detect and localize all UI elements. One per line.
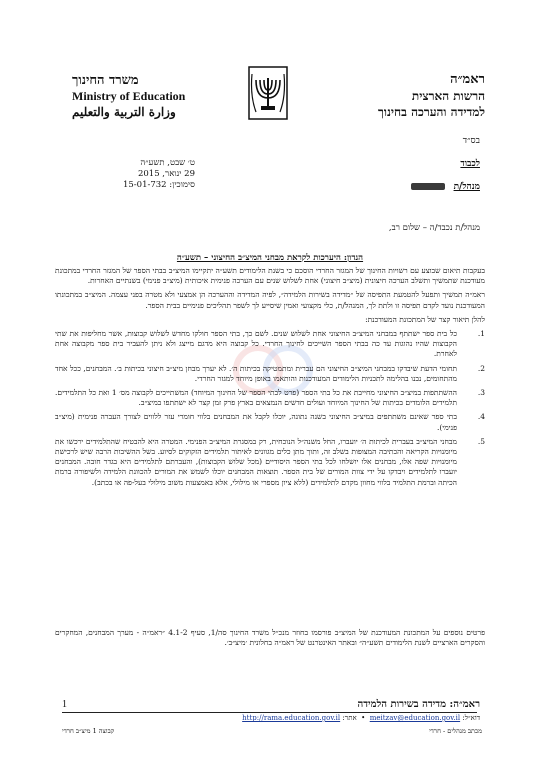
page-number: 1 bbox=[62, 699, 67, 710]
item-text: ההשתתפות במיצ״ב החיצוני מחייבת את כל בתי הספר (פרט לבתי הספר של החינוך המיוחד) המשתייכים לקבוצה מס׳ 1 ואת כל התלמידים. תלמידים הלומדים בכיתות של החינוך המיוחד ועולים חדשים הנמצאים בארץ פרק זמן קצר לא ישתתפו במיצ״ב. bbox=[55, 388, 457, 408]
item-text: בתי ספר שאינם משתתפים במיצ״ב החיצוני בשנה נתונה, יוכלו לקבל את המבחנים בלווי חומרי עזר ללווים לצורך העברה פנימית (מיצ״ב פנימי). bbox=[55, 412, 457, 432]
rama-header bbox=[315, 72, 485, 120]
to-label: לכבוד bbox=[460, 159, 480, 169]
footer-slogan: ראמ״ה: מדידה בשירות הלמידה bbox=[357, 699, 480, 710]
paragraph: ראמ״ה תמשיך ותפעל להטמעת התפיסה של ״מדידה בשירות הלמידה״, לפיה המדידה וההערכה הן אמצעי ולא מטרה בפני עצמה. המיצ״ב במתכונתו המעודכנת נועד לקדם תפיסה זו ולתת לך, המנהל/ת, כלי מקצועי ואמין שיסייע לך לשפר תהליכים פנימיים בבית הספר. bbox=[55, 290, 485, 310]
letter-body bbox=[55, 266, 485, 492]
email-link[interactable]: meitzav@education.gov.il bbox=[369, 714, 461, 722]
date-block bbox=[75, 158, 195, 191]
email-label: דוא״ל: bbox=[462, 714, 480, 722]
paragraph: להלן תיאור קצר של המתכונת המעודכנת: bbox=[365, 314, 485, 324]
ministry-name-hebrew: משרד החינוך bbox=[72, 73, 139, 88]
item-number: 2. bbox=[477, 363, 485, 373]
org-line-1: הרשות הארצית bbox=[411, 89, 485, 103]
closing-paragraph: פרטים נוספים על המתכונת המעודכנת של המיצ״ב פורסמו בחוזר מנכ״ל משרד החינוך סה/1, סעיף 4.1-2 ״ראמ״ה - מערך המבחנים, המחקרים והסקרים הארציים לשנת הלימודים תשע״ה״ ובאתר האינטרנט של ראמ״ה בחלונית ׳מיצ״ב׳. bbox=[55, 628, 485, 648]
item-number: 3. bbox=[477, 388, 485, 398]
footer-contact: דוא״ל: meitzav@education.gov.il • אתר: http://rama.education.gov.il bbox=[242, 714, 480, 722]
ministry-name-arabic: وزارة التربية والتعليم bbox=[72, 105, 176, 119]
menorah-emblem-icon bbox=[248, 66, 288, 120]
site-label: אתר: bbox=[342, 714, 357, 722]
item-number: 5. bbox=[477, 436, 485, 446]
date-gregorian: 29 ינואר, 2015 bbox=[137, 169, 195, 179]
list-item bbox=[55, 364, 485, 384]
greeting: מנהל/ת נכבד/ה – שלום רב, bbox=[388, 223, 480, 233]
item-text: תחומי הדעת שיבדקו במבחני המיצ״ב החיצוני הם עברית ומתמטיקה בכיתות ה׳. לא יערך מבחן מיצ״ב חיצוני בכיתות ב׳. המבחנים, ככל אחד מהתחומים, נבנו בהלימה לתכניות הלימודים המעודכנות והותאמו באופן מיוחד למגזר החרדי. bbox=[55, 363, 457, 383]
reference-number: סימוכין: 15-01-732 bbox=[122, 180, 195, 190]
item-text: כל בית ספר ישתתף במבחני המיצ״ב החיצוני אחת לשלוש שנים. לשם כך, בתי הספר חולקו מחדש לשלוש קבוצות, אשר מחליפות את שתי הקבוצות שהיו נהוגות עד כה בבתי הספר השייכים לחינוך החרדי. כל קבוצה היא מדגם מייצג ולא ניתן להעביר בית ספר מקבוצה אחת לאחרת. bbox=[55, 329, 457, 359]
list-item bbox=[55, 437, 485, 488]
item-text: מבחני המיצ״ב בעברית לכיתות ה׳ יועברו, החל משנה״ל הנוכחית, רק במסגרת המיצ״ב הפנימי. המטרה היא להבטיח שהתלמידים ירכשו את מיומנויות הקריאה והכתיבה המצופות בשלב זה, ותוך מתן כלים מגוונים לאיתור תלמידים הזקוקים לסיוע. בשל ההשיבות הרבה שיש לרכישת מיומנויות שפה אלו, מבחנים אלו יושלחו לכל בתי הספר היסודיים (מכל שלוש הקבוצות), והעברתם לתלמידים היא בגדר חובה. המבחנים יועברו לתלמידים ויבדקו על ידי צוות המורים של בית הספר. תוצאות המבחנים יוכלו לשמש את המורים להכוונת הלמידה ולשיפורה ברמת הכיתה וברמת התלמיד בלווי מחוון מקדם לתלמידים (ללא ציון מספרי או מילולי, אלא באמצעות משוב מילולי בעל-פה או בכתב). bbox=[55, 436, 457, 487]
org-short-name: ראמ״ה bbox=[450, 72, 485, 87]
role-label: מנהל/ת bbox=[453, 182, 480, 192]
ministry-name-english: Ministry of Education bbox=[72, 89, 186, 103]
file-note-right: מכתב מנהלים - חרדי bbox=[429, 727, 482, 735]
ministry-header bbox=[72, 72, 222, 119]
redaction-mark bbox=[411, 183, 445, 190]
date-hebrew: ט׳ שבט, תשע״ה bbox=[140, 158, 195, 168]
list-item bbox=[55, 412, 485, 432]
subject-line: הנדון: היערכות לקראת מבחני המיצ״ב החיצוני – תשע״ה bbox=[176, 253, 364, 263]
org-line-2: למדידה והערכה בחינוך bbox=[378, 105, 485, 119]
list-item bbox=[55, 329, 485, 360]
list-item bbox=[55, 388, 485, 408]
item-number: 4. bbox=[477, 412, 485, 422]
addressee-prefix: בס״ד bbox=[462, 136, 480, 146]
paragraph: בעקבות תיאום שבוצע עם רשויות החינוך של המגזר החרדי הוסכם כי בשנת הלימודים תשע״ה יתקיימו המיצ״ב בבתי הספר של המגזר החרדי במתכונת מעודכנת שתמשיך ותשלב הערכה חיצונית (מיצ״ב חיצוני) אחת לשלוש שנים עם הערכה פנימית איכותית (מיצ״ב פנימי) בשנתיים האחרות. bbox=[55, 266, 485, 286]
file-note-left: קבוצה 1 מיצ״ב חרדי bbox=[62, 727, 115, 735]
items-list bbox=[55, 329, 485, 488]
footer-file-info bbox=[62, 727, 482, 735]
addressee-block bbox=[280, 135, 480, 204]
website-link[interactable]: http://rama.education.gov.il bbox=[242, 714, 341, 722]
footer-divider bbox=[62, 712, 477, 713]
item-number: 1. bbox=[477, 329, 485, 339]
